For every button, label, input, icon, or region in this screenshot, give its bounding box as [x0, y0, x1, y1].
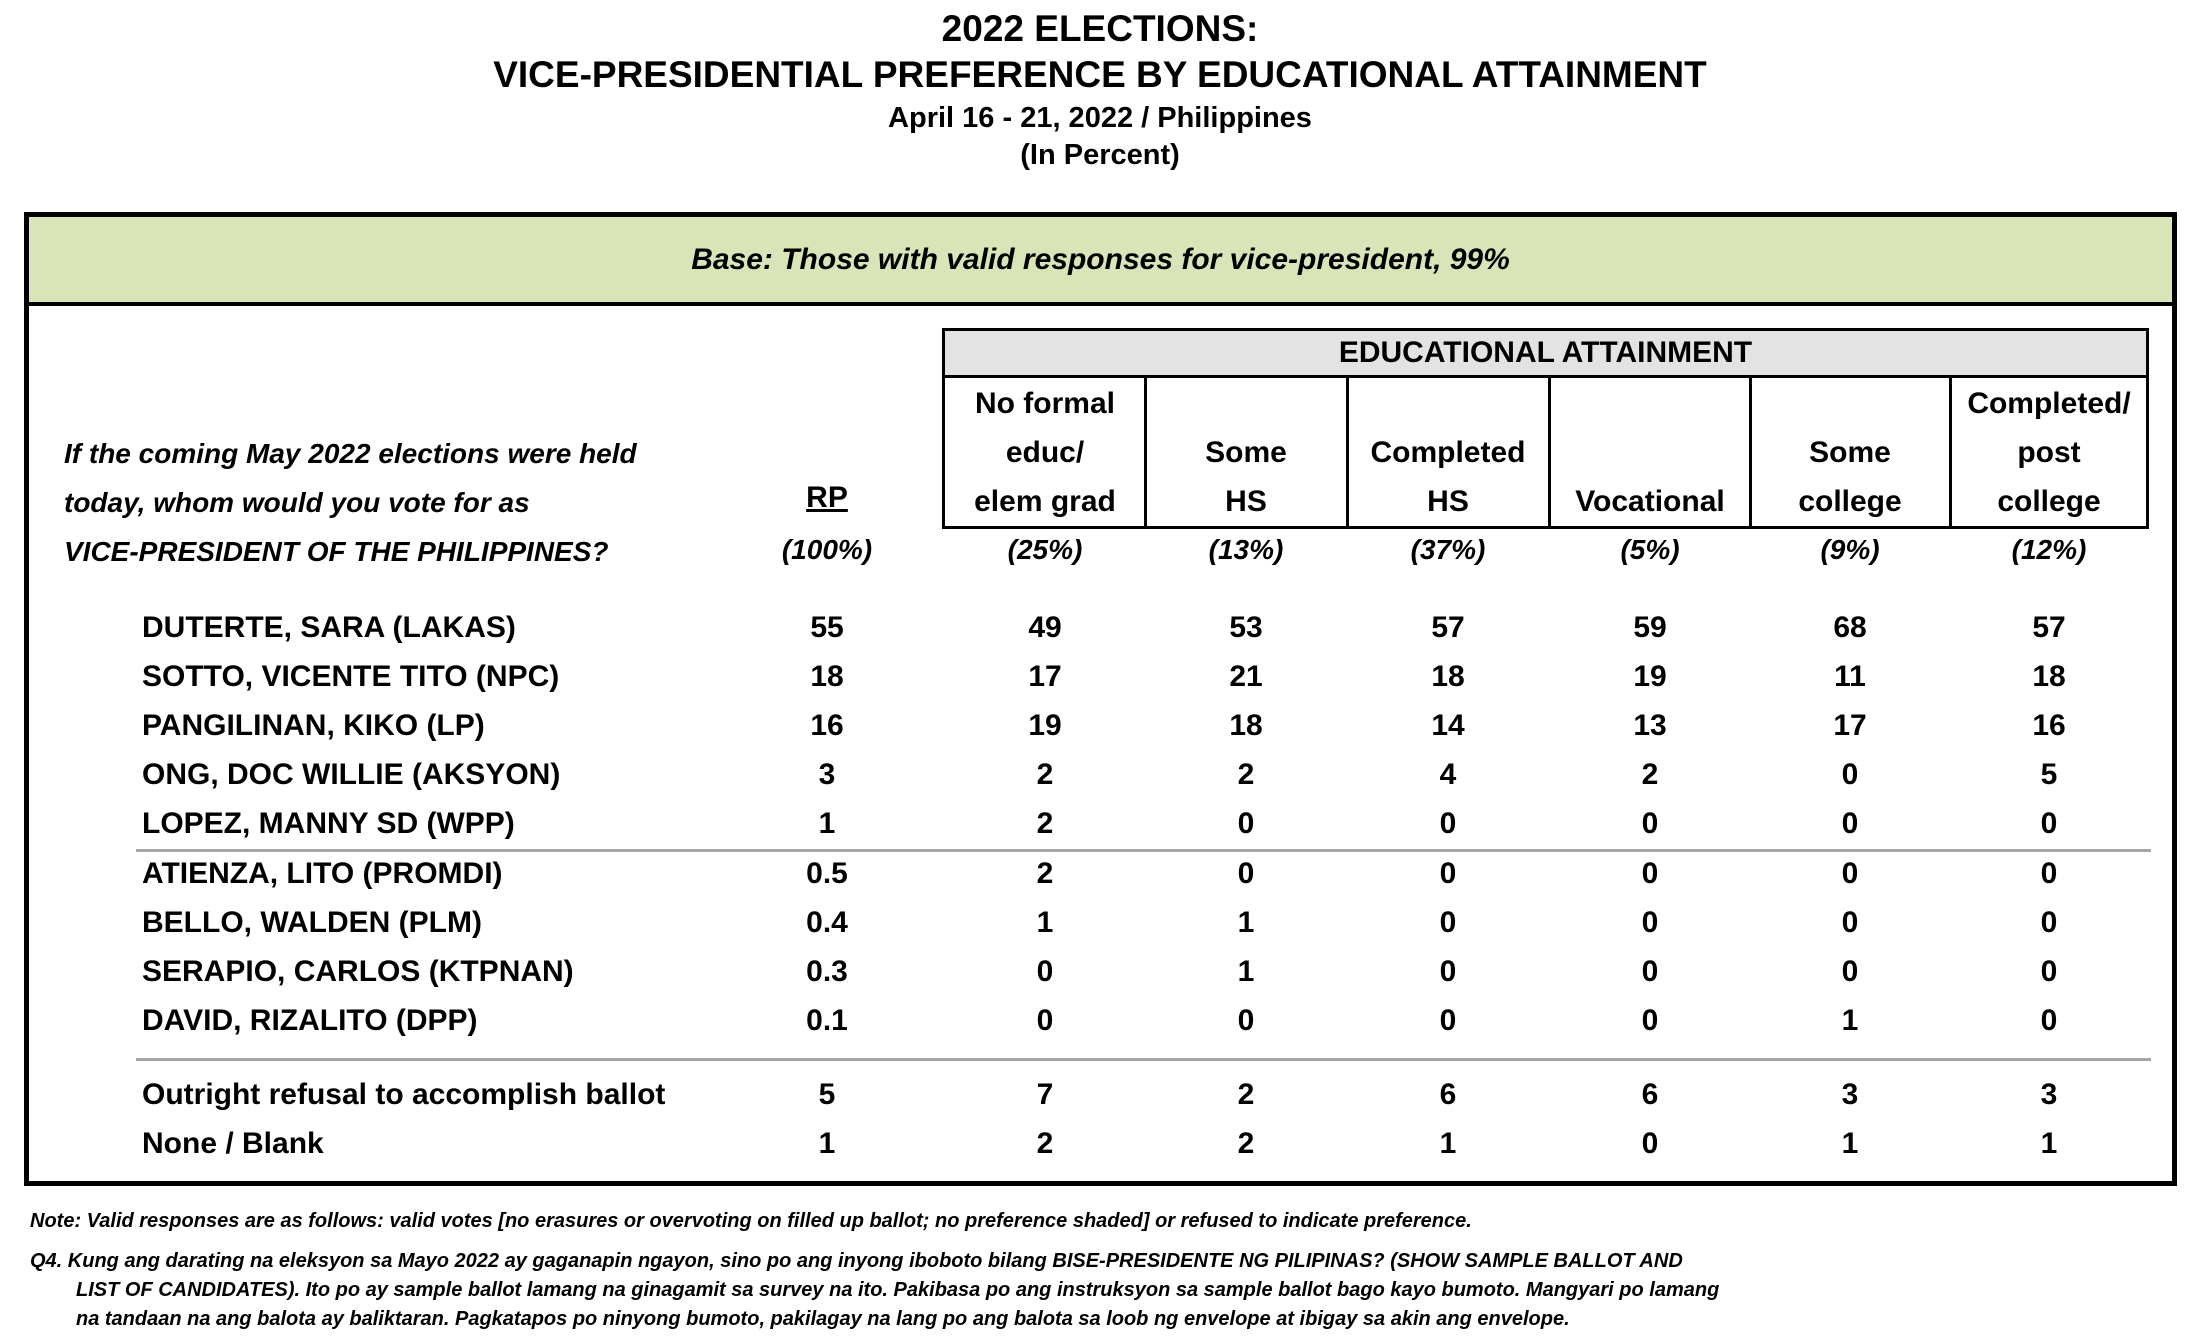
- question-note-line1: Q4. Kung ang darating na eleksyon sa Mayo 2022 ay gaganapin ngayon, sino po ang inyong iboboto bilang BISE-PRESIDENTE NG PILIPINAS? (SHOW SAMPLE BALLOT AND: [30, 1250, 1683, 1272]
- row-divider: [136, 1058, 2151, 1061]
- cell-value: 0: [2040, 906, 2058, 939]
- cell-value: 11: [1834, 660, 1866, 693]
- column-header-line3: college: [1997, 485, 2101, 518]
- cell-value: 16: [2032, 709, 2066, 742]
- row-divider: [136, 849, 2151, 852]
- cell-rp: 55: [810, 611, 844, 644]
- cell-rp: 3: [818, 758, 836, 791]
- base-banner: Base: Those with valid responses for vice-president, 99%: [29, 217, 2172, 306]
- cell-value: 0: [1237, 807, 1255, 840]
- page-subtitle: VICE-PRESIDENTIAL PREFERENCE BY EDUCATIONAL ATTAINMENT: [493, 54, 1707, 95]
- cell-value: 2: [1237, 1127, 1255, 1160]
- row-label: ATIENZA, LITO (PROMDI): [142, 857, 503, 890]
- row-label: BELLO, WALDEN (PLM): [142, 906, 482, 939]
- cell-value: 57: [2032, 611, 2066, 644]
- cell-value: 0: [1841, 807, 1859, 840]
- cell-rp: 0.4: [806, 906, 848, 939]
- cell-value: 53: [1229, 611, 1263, 644]
- cell-value: 2: [1036, 1127, 1054, 1160]
- cell-value: 68: [1833, 611, 1867, 644]
- column-header-line2: educ/: [1005, 436, 1085, 469]
- cell-rp: 0.5: [806, 857, 848, 890]
- cell-value: 21: [1229, 660, 1263, 693]
- cell-value: 17: [1028, 660, 1062, 693]
- cell-value: 2: [1036, 807, 1054, 840]
- cell-value: 19: [1633, 660, 1667, 693]
- cell-value: 3: [1841, 1078, 1859, 1111]
- cell-value: 0: [2040, 1004, 2058, 1037]
- column-header-line3: Vocational: [1575, 485, 1725, 518]
- question-line2: today, whom would you vote for as: [64, 487, 530, 518]
- cell-value: 18: [1431, 660, 1465, 693]
- cell-value: 2: [1237, 1078, 1255, 1111]
- cell-value: 0: [1237, 857, 1255, 890]
- page-title: 2022 ELECTIONS:: [941, 8, 1259, 49]
- cell-value: 0: [1641, 955, 1659, 988]
- cell-value: 4: [1439, 758, 1457, 791]
- cell-value: 2: [1036, 758, 1054, 791]
- column-header-line3: elem grad: [974, 485, 1116, 518]
- cell-value: 57: [1431, 611, 1465, 644]
- educational-attainment-header: EDUCATIONAL ATTAINMENT: [942, 328, 2149, 378]
- cell-value: 0: [1841, 906, 1859, 939]
- footnote: Note: Valid responses are as follows: valid votes [no erasures or overvoting on filled up ballot; no preference shaded] or refused to indicate preference.: [30, 1210, 1472, 1232]
- cell-value: 0: [1439, 807, 1457, 840]
- column-base-pct: (5%): [1620, 534, 1680, 565]
- column-header-line2: post: [2017, 436, 2081, 469]
- cell-value: 19: [1028, 709, 1062, 742]
- cell-value: 1: [1237, 906, 1255, 939]
- column-header-line3: HS: [1225, 485, 1267, 518]
- column-header-line2: Some: [1809, 436, 1891, 469]
- cell-value: 1: [1841, 1127, 1859, 1160]
- cell-value: 7: [1036, 1078, 1054, 1111]
- row-label: DUTERTE, SARA (LAKAS): [142, 611, 516, 644]
- row-label: SOTTO, VICENTE TITO (NPC): [142, 660, 560, 693]
- cell-value: 0: [1841, 758, 1859, 791]
- cell-value: 0: [2040, 857, 2058, 890]
- cell-value: 5: [2040, 758, 2058, 791]
- cell-value: 0: [1841, 955, 1859, 988]
- cell-value: 6: [1439, 1078, 1457, 1111]
- question-note-line3: na tandaan na ang balota ay baliktaran. Pagkatapos po ninyong bumoto, pakilagay na lang po ang balota sa loob ng envelope at ibigay sa akin ang envelope.: [76, 1308, 1570, 1330]
- column-header-line2: Some: [1205, 436, 1287, 469]
- row-label: PANGILINAN, KIKO (LP): [142, 709, 485, 742]
- column-base-pct: (9%): [1820, 534, 1880, 565]
- row-label: DAVID, RIZALITO (DPP): [142, 1004, 478, 1037]
- cell-value: 0: [1439, 1004, 1457, 1037]
- question-line1: If the coming May 2022 elections were held: [64, 438, 637, 469]
- cell-value: 13: [1633, 709, 1667, 742]
- cell-rp: 0.3: [806, 955, 848, 988]
- cell-rp: 1: [818, 1127, 836, 1160]
- cell-value: 2: [1237, 758, 1255, 791]
- cell-value: 0: [1237, 1004, 1255, 1037]
- column-header-line3: HS: [1427, 485, 1469, 518]
- cell-value: 2: [1036, 857, 1054, 890]
- column-base-pct: (13%): [1208, 534, 1284, 565]
- cell-rp: 5: [818, 1078, 836, 1111]
- cell-value: 1: [1841, 1004, 1859, 1037]
- row-label: Outright refusal to accomplish ballot: [142, 1078, 666, 1111]
- cell-value: 0: [1641, 906, 1659, 939]
- cell-value: 0: [1036, 1004, 1054, 1037]
- cell-rp: 16: [810, 709, 844, 742]
- column-header-line2: Completed: [1370, 436, 1526, 469]
- cell-value: 0: [1641, 1004, 1659, 1037]
- column-base-pct: (25%): [1007, 534, 1083, 565]
- column-base-pct: (37%): [1410, 534, 1486, 565]
- rp-column-header: RP: [806, 481, 848, 514]
- column-header-line1: No formal: [974, 387, 1115, 420]
- cell-value: 1: [1036, 906, 1054, 939]
- cell-rp: 1: [818, 807, 836, 840]
- row-label: SERAPIO, CARLOS (KTPNAN): [142, 955, 574, 988]
- cell-value: 0: [2040, 955, 2058, 988]
- cell-value: 0: [1439, 857, 1457, 890]
- cell-value: 3: [2040, 1078, 2058, 1111]
- cell-value: 0: [1036, 955, 1054, 988]
- column-header-line1: Completed/: [1967, 387, 2131, 420]
- cell-value: 0: [1641, 857, 1659, 890]
- cell-rp: 0.1: [806, 1004, 848, 1037]
- column-base-pct: (12%): [2011, 534, 2087, 565]
- row-label: LOPEZ, MANNY SD (WPP): [142, 807, 515, 840]
- cell-value: 1: [2040, 1127, 2058, 1160]
- cell-value: 0: [1439, 955, 1457, 988]
- survey-dates: April 16 - 21, 2022 / Philippines: [888, 102, 1312, 134]
- column-header-line3: college: [1798, 485, 1902, 518]
- cell-rp: 18: [810, 660, 844, 693]
- cell-value: 49: [1028, 611, 1062, 644]
- row-label: ONG, DOC WILLIE (AKSYON): [142, 758, 561, 791]
- cell-value: 0: [1439, 906, 1457, 939]
- cell-value: 18: [2032, 660, 2066, 693]
- cell-value: 1: [1237, 955, 1255, 988]
- cell-value: 18: [1229, 709, 1263, 742]
- cell-value: 6: [1641, 1078, 1659, 1111]
- cell-value: 14: [1431, 709, 1465, 742]
- cell-value: 17: [1833, 709, 1867, 742]
- cell-value: 0: [1841, 857, 1859, 890]
- cell-value: 59: [1633, 611, 1667, 644]
- question-note-line2: LIST OF CANDIDATES). Ito po ay sample ballot lamang na ginagamit sa survey na ito. Pakibasa po ang instruksyon sa sample ballot bago kayo bumoto. Mangyari po lamang: [76, 1279, 1720, 1301]
- cell-value: 0: [1641, 807, 1659, 840]
- rp-base-pct: (100%): [781, 534, 873, 565]
- cell-value: 0: [2040, 807, 2058, 840]
- cell-value: 1: [1439, 1127, 1457, 1160]
- question-line3: VICE-PRESIDENT OF THE PHILIPPINES?: [64, 536, 609, 567]
- row-label: None / Blank: [142, 1127, 324, 1160]
- cell-value: 2: [1641, 758, 1659, 791]
- unit-label: (In Percent): [1020, 139, 1180, 171]
- cell-value: 0: [1641, 1127, 1659, 1160]
